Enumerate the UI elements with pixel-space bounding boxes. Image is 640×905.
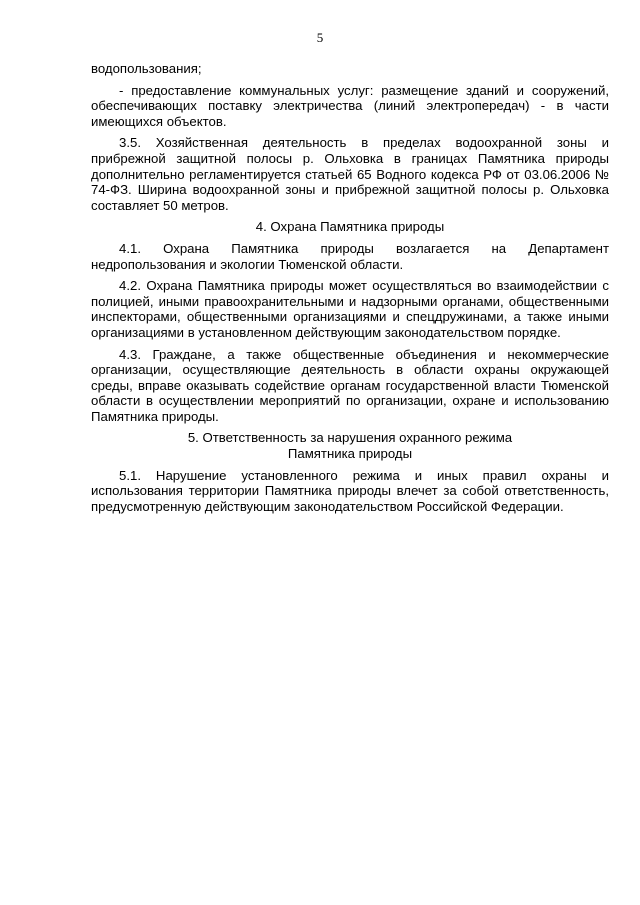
section-5-heading-line2: Памятника природы [287, 446, 413, 462]
paragraph-3-5: 3.5. Хозяйственная деятельность в пределах водоохранной зоны и прибрежной защитной полосы р. Ольховка в границах Памятника природы дополнительно регламентируется статьей 65 Водного кодекса РФ от 03.06.2006 № 74-ФЗ. Ширина водоохранной зоны и прибрежной защитной полосы р. Ольховка составляет 50 метров. [91, 135, 609, 213]
section-5-heading [91, 430, 609, 461]
paragraph-utilities: - предоставление коммунальных услуг: размещение зданий и сооружений, обеспечивающих поставку электричества (линий электропередач) - в части имеющихся объектов. [91, 82, 609, 129]
section-5-heading-line1: 5. Ответственность за нарушения охранного режима [187, 430, 513, 446]
paragraph-4-3: 4.3. Граждане, а также общественные объединения и некоммерческие организации, осуществляющие деятельность в области охраны окружающей среды, вправе оказывать содействие органам государственной власти Тюменской области в осуществлении мероприятий по организации, охране и использованию Памятника природы. [91, 346, 609, 424]
paragraph-continuation: водопользования; [91, 61, 202, 76]
section-4-heading: 4. Охрана Памятника природы [255, 219, 445, 235]
document-body [91, 61, 609, 520]
page-number: 5 [316, 30, 324, 45]
paragraph-4-1: 4.1. Охрана Памятника природы возлагается на Департамент недропользования и экологии Тюменской области. [91, 240, 609, 272]
paragraph-4-2: 4.2. Охрана Памятника природы может осуществляться во взаимодействии с полицией, иными правоохранительными и надзорными органами, общественными инспекторами, общественными организациями и спецдружинами, а также иными организациями в установленном действующим законодательством порядке. [91, 278, 609, 340]
paragraph-5-1: 5.1. Нарушение установленного режима и иных правил охраны и использования территории Памятника природы влечет за собой ответственность, предусмотренную действующим законодательством Российской Федерации. [91, 467, 609, 514]
